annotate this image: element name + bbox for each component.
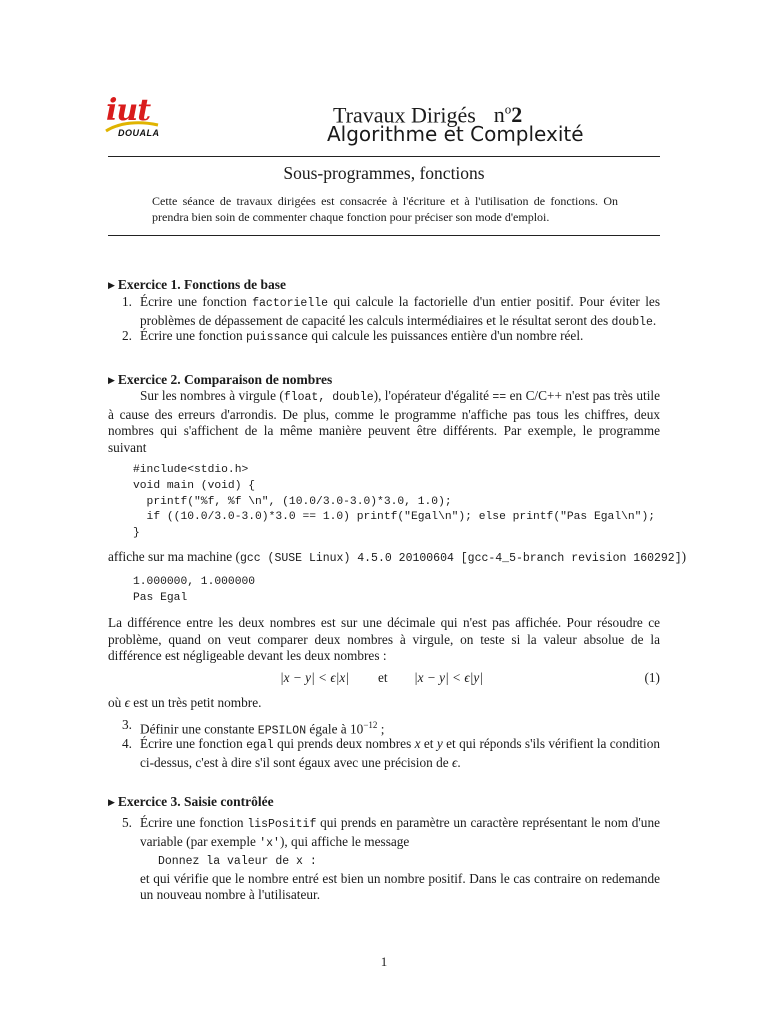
abstract-rule [108, 235, 660, 236]
bullet-triangle-icon: ▶ [108, 375, 115, 385]
equation-number: (1) [644, 670, 660, 685]
exercise-3-heading: ▶ Exercice 3. Saisie contrôlée [108, 794, 274, 809]
iut-douala-logo [104, 93, 162, 144]
code-line: if ((10.0/3.0-3.0)*3.0 == 1.0) printf("Egal\n"); else printf("Pas Egal\n"); [133, 511, 656, 524]
equation-and: et [378, 670, 388, 685]
exercise-2-heading: ▶ Exercice 2. Comparaison de nombres [108, 372, 333, 387]
equation-rhs: |x − y| < ϵ|y| [414, 670, 483, 685]
code-line: } [133, 527, 140, 540]
exercise-item-4: 4. Écrire une fonction egal qui prends deux nombres x et y et qui réponds s'ils vérifient la condition ci-dessus, c'est à dire s'il sont égaux avec une précision de ϵ. [122, 736, 661, 770]
abstract: Cette séance de travaux dirigées est consacrée à l'écriture et à l'utilisation de fonctions. On prendra bien soin de commenter chaque fonction pour préciser son mode d'emploi. [152, 194, 618, 224]
exercise-1-heading: ▶ Exercice 1. Fonctions de base [108, 277, 287, 292]
exercise-2-intro: Sur les nombres à virgule (float, double), l'opérateur d'égalité == en C/C++ n'est pas très utile à cause des erreurs d'arrondis. De plus, comme le programme n'affiche pas tous les chiffres, deux nombres qui s'affichent de la même manière peuvent être différents. Par exemple, le programme suivant [108, 388, 660, 455]
machine-line: affiche sur ma machine (gcc (SUSE Linux) 4.5.0 20100604 [gcc-4_5-branch revision 160292]) [108, 549, 687, 565]
logo-wordmark: iut [106, 93, 151, 128]
exercise-item-3: 3. Définir une constante EPSILON égale à $10^{-12}$ ; [122, 717, 385, 738]
exercise-2-explanation: La différence entre les deux nombres est sur une décimale qui n'est pas affichée. Pour résoudre ce problème, quand on veut comparer deux nombres à virgule, on teste si la valeur absolue de la différence est négligeable devant les deux nombres : [108, 615, 660, 663]
program-output [133, 575, 255, 607]
header-rule [108, 156, 660, 157]
equation-lhs: |x − y| < ϵ|x| [280, 670, 349, 685]
bullet-triangle-icon: ▶ [108, 797, 115, 807]
code-line: void main (void) { [133, 479, 256, 492]
title-prefix: Travaux Dirigés [333, 102, 476, 128]
exercise-item-5: 5. Écrire une fonction lisPositif qui prends en paramètre un caractère représentant le nom d'une variable (par exemple 'x'), qui affiche le message Donnez la valeur de x : et qui vérifie que le nombre entré est bien un nombre positif. Dans le cas contraire on redemande un nouveau nombre à l'utilisateur. [122, 815, 660, 902]
exercise-item-1: 1. Écrire une fonction factorielle qui calcule la factorielle d'un entier positif. Pour éviter les problèmes de dépassement de capacité les calculs intermédiaires et le résultat seront des double. [122, 294, 660, 329]
code-line: #include<stdio.h> [133, 464, 249, 476]
prompt-message: Donnez la valeur de x : [158, 855, 317, 868]
output-line: 1.000000, 1.000000 [133, 576, 256, 588]
epsilon-note: où ϵ est un très petit nombre. [108, 695, 262, 710]
page-subtitle: Sous-programmes, fonctions [283, 163, 485, 183]
exercise-item-2: 2. Écrire une fonction puissance qui calcule les puissances entière d'un nombre réel. [122, 328, 584, 344]
code-sample [133, 463, 655, 542]
course-title: Algorithme et Complexité [327, 122, 584, 146]
output-line: Pas Egal [133, 591, 188, 604]
page-number: 1 [380, 954, 388, 969]
logo-city: DOUALA [118, 128, 160, 138]
td-number: $n^o2$ [493, 102, 523, 128]
code-line: printf("%f, %f \n", (10.0/3.0-3.0)*3.0, 1.0); [133, 495, 452, 508]
bullet-triangle-icon: ▶ [108, 280, 115, 290]
